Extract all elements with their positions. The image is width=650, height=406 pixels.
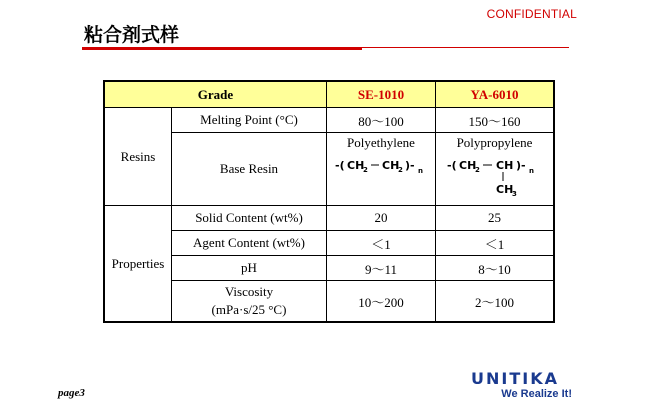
svg-text:CH: CH (458, 159, 476, 172)
solid-content-label: Solid Content (wt%) (172, 206, 327, 231)
ph-ya6010: 8～10 (436, 256, 555, 281)
table-row (104, 231, 554, 256)
solid-content-ya6010: 25 (436, 206, 555, 231)
viscosity-label (172, 281, 327, 323)
unitika-logo (450, 370, 580, 402)
viscosity-se1010: 10～200 (327, 281, 436, 323)
ph-se1010: 9～11 (327, 256, 436, 281)
svg-text:CH: CH (347, 159, 365, 172)
ph-label: pH (172, 256, 327, 281)
table-row (104, 256, 554, 281)
svg-text:n: n (418, 167, 423, 175)
agent-content-ya6010: ＜1 (436, 231, 555, 256)
resins-group-label: Resins (104, 108, 172, 206)
logo-name: UNITIKA (471, 369, 559, 388)
properties-group-label: Properties (104, 206, 172, 323)
svg-text:3: 3 (511, 190, 517, 198)
ya6010-header: YA-6010 (436, 81, 555, 108)
page-title: 粘合剤式样 (84, 24, 180, 46)
svg-text:2: 2 (398, 166, 403, 174)
spec-table (103, 80, 555, 323)
base-resin-label: Base Resin (172, 133, 327, 206)
agent-content-label: Agent Content (wt%) (172, 231, 327, 256)
page-number: page3 (58, 387, 85, 399)
se1010-header: SE-1010 (327, 81, 436, 108)
viscosity-ya6010: 2～100 (436, 281, 555, 323)
viscosity-label-line1: Viscosity (224, 284, 274, 299)
table-row (104, 206, 554, 231)
table-row (104, 281, 554, 323)
melting-point-ya6010: 150～160 (436, 108, 555, 133)
svg-text:2: 2 (474, 166, 480, 174)
logo-tagline: We Realize It! (501, 388, 572, 400)
solid-content-se1010: 20 (327, 206, 436, 231)
svg-text:-(: -( (446, 159, 457, 172)
melting-point-se1010: 80～100 (327, 108, 436, 133)
polyethylene-formula-icon (335, 155, 427, 177)
grade-header: Grade (104, 81, 327, 108)
table-header-row (104, 81, 554, 108)
agent-content-se1010: ＜1 (327, 231, 436, 256)
base-resin-ya6010 (436, 133, 555, 206)
svg-text:n: n (528, 167, 534, 175)
svg-text:CH: CH (382, 159, 400, 172)
viscosity-label-line2: (mPa·s/25 °C) (211, 302, 287, 317)
svg-text:CH: CH (495, 183, 513, 196)
title-rule-thick (82, 47, 362, 50)
svg-text:2: 2 (363, 166, 368, 174)
table-row (104, 133, 554, 206)
svg-text:)-: )- (405, 159, 415, 172)
confidential-label: CONFIDENTIAL (486, 7, 577, 21)
polyethylene-name: Polyethylene (347, 135, 415, 150)
polypropylene-name: Polypropylene (456, 135, 533, 150)
svg-text:-(: -( (335, 159, 345, 172)
base-resin-se1010 (327, 133, 436, 206)
table-row (104, 108, 554, 133)
svg-text:)-: )- (515, 159, 526, 172)
melting-point-label: Melting Point (°C) (172, 108, 327, 133)
polypropylene-formula-icon (447, 155, 543, 199)
svg-text:CH: CH (495, 159, 513, 172)
